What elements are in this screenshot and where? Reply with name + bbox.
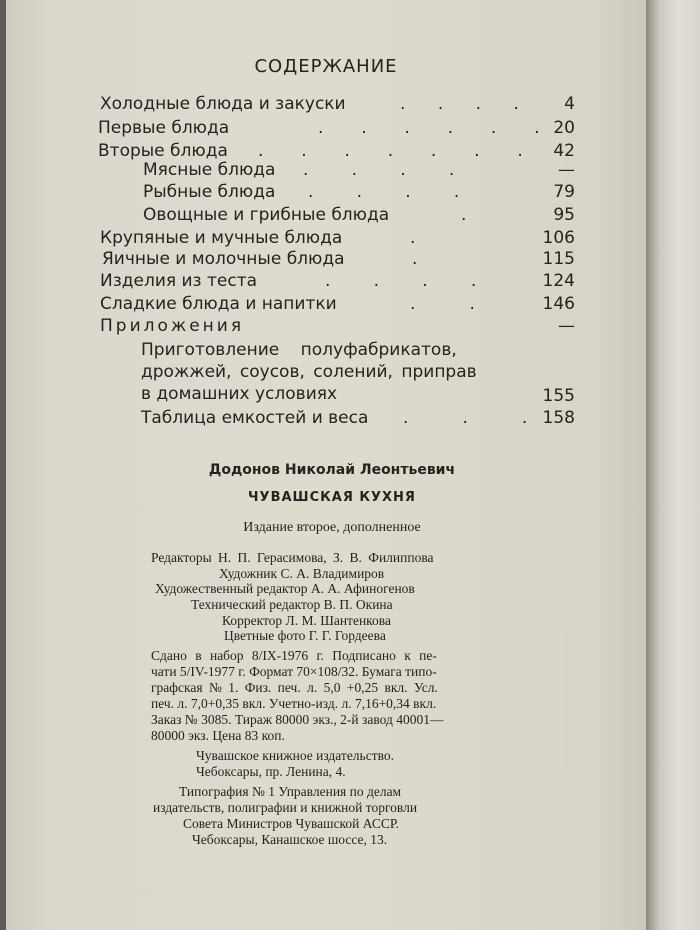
toc-entry-label: Сладкие блюда и напитки — [100, 294, 337, 314]
toc-entry — [102, 247, 575, 271]
leader-dots: . . . — [403, 408, 528, 428]
toc-entry — [141, 338, 575, 410]
toc-entry-page: 106 — [542, 228, 575, 248]
toc-entry-page: 95 — [553, 205, 575, 225]
print-details-line: Заказ № 3085. Тираж 80000 экз., 2-й завод 40001— — [151, 712, 444, 727]
leader-dots: . — [461, 205, 467, 225]
credits-line: Корректор Л. М. Шантенкова — [222, 613, 391, 628]
leader-dots: . . — [410, 294, 475, 314]
toc-entry — [100, 269, 575, 293]
toc-entry-page: — — [558, 316, 575, 336]
print-details-line: 80000 экз. Цена 83 коп. — [151, 728, 285, 743]
toc-entry-label: Яичные и молочные блюда — [102, 249, 345, 269]
toc-entry — [100, 92, 575, 116]
printer-line: Чебоксары, Канашское шоссе, 13. — [192, 832, 388, 847]
toc-entry-label: Холодные блюда и закуски — [100, 94, 346, 114]
toc-entry-label: Изделия из теста — [100, 271, 258, 291]
toc-heading: СОДЕРЖАНИЕ — [254, 56, 398, 77]
toc-entry-page: 146 — [542, 294, 575, 314]
leader-dots: . . . . — [303, 160, 455, 180]
toc-entry — [141, 406, 575, 430]
publisher-line: Чувашское книжное издательство. — [196, 748, 395, 763]
toc-entry-page: 158 — [542, 408, 575, 428]
toc-entry-page: 4 — [564, 94, 575, 114]
edition-note: Издание второе, дополненное — [243, 520, 421, 535]
credits-line: Редакторы Н. П. Герасимова, З. В. Филиппова — [151, 550, 434, 565]
book-page — [6, 0, 646, 930]
adjacent-page-edge — [646, 0, 700, 930]
toc-entry — [143, 158, 575, 182]
toc-entry-label: Овощные и грибные блюда — [143, 205, 390, 225]
toc-entry — [143, 180, 575, 204]
credits-line: Цветные фото Г. Г. Гордеева — [224, 628, 386, 643]
leader-dots: . . . . — [308, 182, 460, 202]
author-name: Додонов Николай Леонтьевич — [208, 462, 456, 478]
printer-line: Совета Министров Чувашской АССР. — [183, 816, 400, 831]
leader-dots: . — [412, 249, 418, 269]
toc-entry-label: Вторые блюда — [98, 141, 228, 161]
toc-entry — [100, 314, 575, 338]
toc-entry — [143, 203, 575, 227]
book-title: ЧУВАШСКАЯ КУХНЯ — [248, 490, 416, 505]
credits-line: Технический редактор В. П. Окина — [191, 597, 393, 612]
toc-entry-page: 155 — [542, 386, 575, 406]
print-details-line: Сдано в набор 8/IX-1976 г. Подписано к пе- — [151, 648, 437, 663]
print-details-line: графская № 1. Физ. печ. л. 5,0 +0,25 вкл. Усл. — [151, 680, 438, 695]
toc-entry-page: 79 — [553, 182, 575, 202]
toc-entry — [100, 292, 575, 316]
toc-entry-page: 20 — [553, 118, 575, 138]
toc-entry-label: Крупяные и мучные блюда — [100, 228, 343, 248]
leader-dots: . . . . . . — [318, 118, 540, 138]
toc-entry-label: Таблица емкостей и веса — [141, 408, 369, 428]
toc-entry-page: 115 — [542, 249, 575, 269]
print-details-line: чати 5/IV-1977 г. Формат 70×108/32. Бумага типо- — [151, 664, 437, 679]
print-details-line: печ. л. 7,0+0,35 вкл. Учетно-изд. л. 7,16+0,34 вкл. — [151, 696, 437, 711]
toc-entry-page: 42 — [553, 141, 575, 161]
toc-entry-label-line: Приготовление полуфабрикатов, — [141, 340, 457, 360]
toc-entry-label: Первые блюда — [98, 118, 230, 138]
leader-dots: . . . . — [325, 271, 477, 291]
publisher-line: Чебоксары, пр. Ленина, 4. — [196, 764, 346, 779]
toc-entry-label-line: в домашних условиях — [141, 384, 338, 404]
credits-line: Художник С. А. Владимиров — [219, 566, 385, 581]
leader-dots: . . . . . . . — [258, 141, 523, 161]
toc-entry-page: 124 — [542, 271, 575, 291]
printer-line: Типография № 1 Управления по делам — [179, 784, 402, 799]
leader-dots: . . . . — [400, 94, 519, 114]
credits-line: Художественный редактор А. А. Афиногенов — [155, 581, 415, 596]
toc-entry-label: Приложения — [100, 316, 245, 336]
leader-dots: . — [410, 228, 416, 248]
toc-entry — [98, 116, 575, 140]
printer-line: издательств, полиграфии и книжной торговли — [153, 800, 418, 815]
toc-entry-label: Мясные блюда — [143, 160, 276, 180]
toc-entry-label: Рыбные блюда — [143, 182, 276, 202]
toc-entry-label-line: дрожжей, соусов, солений, приправ — [141, 362, 477, 382]
toc-entry-page: — — [558, 160, 575, 180]
